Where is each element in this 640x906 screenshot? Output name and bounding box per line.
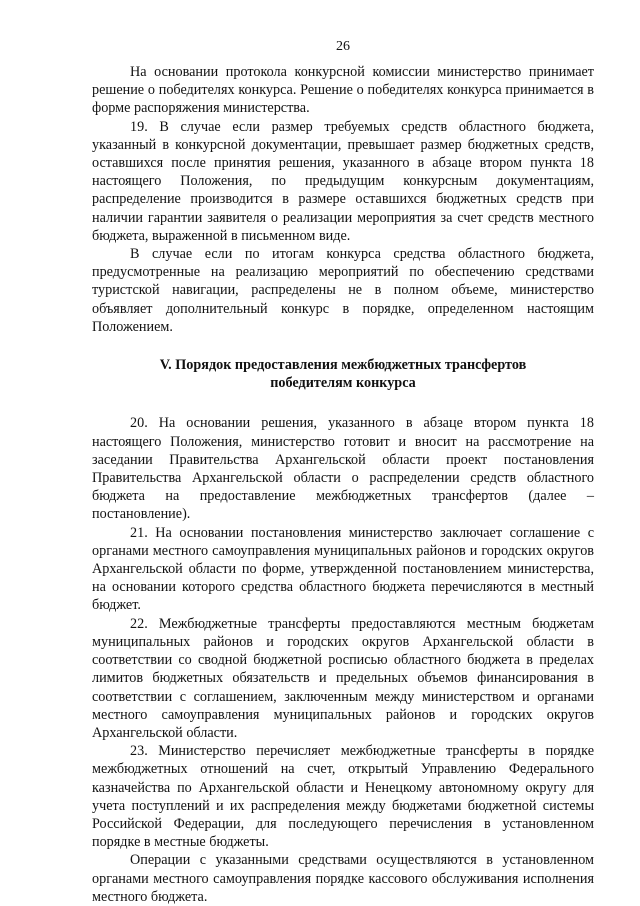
- paragraph-additional-contest: В случае если по итогам конкурса средства областного бюджета, предусмотренные на реализацию мероприятий по обеспечению средствами туристской навигации, распределены не в полном объеме, министерство объявляет дополнительный конкурс в порядке, определенном настоящим Положением.: [92, 246, 594, 335]
- section-heading-line-2: победителям конкурса: [270, 375, 416, 392]
- paragraph-decision: На основании протокола конкурсной комиссии министерство принимает решение о победителях конкурса. Решение о победителях конкурса принимается в форме распоряжения министерства.: [92, 64, 594, 117]
- paragraph-operations: Операции с указанными средствами осуществляются в установленном органами местного самоуправления порядке кассового обслуживания исполнения местного бюджета.: [92, 852, 594, 905]
- document-page: [92, 0, 594, 906]
- section-heading: [92, 356, 594, 392]
- paragraph-item-22: 22. Межбюджетные трансферты предоставляются местным бюджетам муниципальных районов и городских округов Архангельской области в соответствии со сводной бюджетной росписью областного бюджета в пределах лимитов бюджетных обязательств и предельных объемов финансирования в соответствии с соглашением, заключенным между министерством и органами местного самоуправления муниципальных районов и городских округов Архангельской области.: [92, 615, 594, 741]
- paragraph-item-20: 20. На основании решения, указанного в абзаце втором пункта 18 настоящего Положения, министерство готовит и вносит на рассмотрение на заседании Правительства Архангельской области проект постановления Правительства Архангельской области о распределении средств областного бюджета на предоставление межбюджетных трансфертов (далее – постановление).: [92, 415, 594, 523]
- paragraph-item-23: 23. Министерство перечисляет межбюджетные трансферты в порядке межбюджетных отношений на счет, открытый Управлению Федерального казначейства по Архангельской области и Ненецкому автономному округу для учета поступлений и их распределения между бюджетами бюджетной системы Российской Федерации, для последующего перечисления в установленном порядке в местные бюджеты.: [92, 743, 594, 851]
- paragraph-item-21: 21. На основании постановления министерство заключает соглашение с органами местного самоуправления муниципальных районов и городских округов Архангельской области по форме, утвержденной постановлением министерства, на основании которого средства областного бюджета перечисляются в местный бюджет.: [92, 524, 594, 614]
- page-number: 26: [336, 39, 350, 54]
- section-heading-line-1: V. Порядок предоставления межбюджетных трансфертов: [159, 357, 527, 374]
- paragraph-item-19: 19. В случае если размер требуемых средств областного бюджета, указанный в конкурсной документации, превышает размер бюджетных средств, оставшихся после принятия решения, указанного в абзаце втором пункта 18 настоящего Положения, по предыдущим конкурсным документациям, распределение производится в размере оставшихся бюджетных средств при наличии гарантии заявителя о реализации мероприятия за счет средств местного бюджета, выраженной в письменном виде.: [92, 118, 594, 244]
